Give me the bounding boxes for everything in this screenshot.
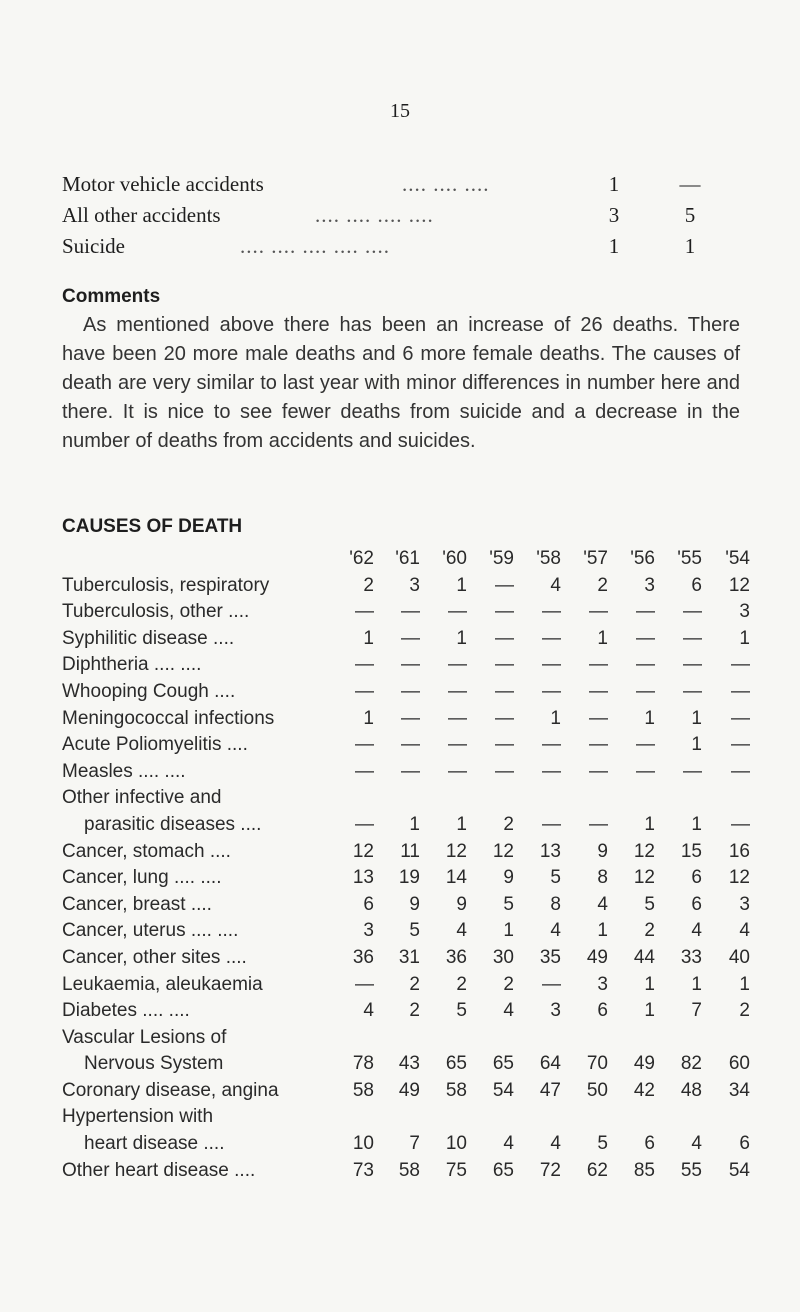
cause-line-2: parasitic diseases .... (84, 813, 262, 835)
table-cell: — (495, 601, 514, 623)
table-cell: — (542, 760, 561, 782)
cause-line-1: Tuberculosis, other .... (62, 601, 250, 623)
table-cell: 49 (633, 1053, 655, 1075)
table-cell: 55 (680, 1159, 702, 1181)
cause-line-1: Coronary disease, angina (62, 1079, 279, 1101)
table-cell: — (636, 654, 655, 676)
table-cell: 4 (550, 1133, 561, 1155)
table-cell: — (355, 680, 374, 702)
table-cell: — (495, 627, 514, 649)
table-cell: 65 (445, 1053, 467, 1075)
table-cell: — (636, 760, 655, 782)
table-cell: 54 (492, 1079, 514, 1101)
year-header: '55 (677, 548, 702, 569)
table-cell: 1 (691, 813, 702, 835)
table-cell: 1 (739, 973, 750, 995)
table-cell: 2 (456, 973, 467, 995)
table-cell: — (401, 627, 420, 649)
table-cell: — (495, 680, 514, 702)
table-row (62, 945, 752, 972)
accident-value-2: 1 (684, 234, 696, 258)
cause-line-1: Leukaemia, aleukaemia (62, 973, 263, 995)
year-header: '54 (725, 548, 750, 569)
table-row (62, 679, 752, 706)
accident-label: Suicide (62, 234, 125, 258)
leader-dots: .... .... .... .... (315, 203, 434, 227)
cause-name (62, 972, 362, 999)
accident-row (62, 234, 742, 265)
table-cell: 70 (586, 1053, 608, 1075)
table-cell: 10 (352, 1133, 374, 1155)
cause-name (62, 892, 362, 919)
table-cell: 4 (550, 574, 561, 596)
cause-name (62, 1078, 362, 1105)
cause-line-1: Cancer, other sites .... (62, 946, 247, 968)
table-cell: 12 (728, 867, 750, 889)
table-cell: 19 (398, 867, 420, 889)
table-cell: 13 (352, 867, 374, 889)
table-cell: — (683, 601, 702, 623)
cause-name (62, 573, 362, 600)
table-cell: — (495, 734, 514, 756)
cause-name (62, 1158, 362, 1185)
table-cell: 1 (691, 973, 702, 995)
cause-line-1: Whooping Cough .... (62, 680, 236, 702)
cause-line-1: Diabetes .... .... (62, 1000, 190, 1022)
cause-name (62, 918, 362, 945)
table-cell: — (355, 654, 374, 676)
table-cell: — (542, 627, 561, 649)
table-cell: 49 (586, 946, 608, 968)
table-cell: 1 (644, 707, 655, 729)
table-cell: — (448, 654, 467, 676)
table-row (62, 706, 752, 733)
table-cell: 50 (586, 1079, 608, 1101)
comments-heading: Comments (62, 286, 161, 307)
table-cell: 30 (492, 946, 514, 968)
cause-name (62, 865, 362, 892)
table-cell: — (542, 680, 561, 702)
table-cell: — (589, 760, 608, 782)
cause-name (62, 785, 362, 838)
table-cell: — (542, 973, 561, 995)
table-row (62, 865, 752, 892)
leader-dots: .... .... .... .... .... (240, 234, 390, 258)
table-cell: 58 (398, 1159, 420, 1181)
table-cell: 31 (398, 946, 420, 968)
table-cell: 4 (550, 920, 561, 942)
table-cell: 4 (456, 920, 467, 942)
table-cell: 8 (550, 893, 561, 915)
table-cell: 73 (352, 1159, 374, 1181)
table-cell: 6 (691, 574, 702, 596)
year-header: '58 (536, 548, 561, 569)
table-cell: 54 (728, 1159, 750, 1181)
table-cell: — (401, 680, 420, 702)
cause-name (62, 599, 362, 626)
table-cell: — (731, 813, 750, 835)
table-row (62, 1078, 752, 1105)
table-cell: — (448, 707, 467, 729)
table-cell: 2 (503, 813, 514, 835)
cause-line-1: Other infective and (62, 787, 222, 809)
table-cell: — (542, 601, 561, 623)
table-cell: 4 (691, 920, 702, 942)
table-cell: — (589, 813, 608, 835)
table-cell: 2 (363, 574, 374, 596)
table-cell: 5 (503, 893, 514, 915)
table-cell: 12 (633, 867, 655, 889)
causes-table (62, 546, 752, 1184)
table-cell: 9 (409, 893, 420, 915)
table-cell: 35 (539, 946, 561, 968)
table-cell: 42 (633, 1079, 655, 1101)
table-cell: — (495, 654, 514, 676)
table-cell: 9 (456, 893, 467, 915)
table-cell: 1 (644, 973, 655, 995)
accidents-list (62, 172, 742, 265)
table-cell: 3 (644, 574, 655, 596)
table-cell: — (542, 813, 561, 835)
cause-name (62, 679, 362, 706)
table-cell: — (495, 760, 514, 782)
table-cell: 4 (503, 1000, 514, 1022)
table-cell: 47 (539, 1079, 561, 1101)
cause-line-1: Cancer, breast .... (62, 893, 212, 915)
table-cell: 34 (728, 1079, 750, 1101)
table-cell: — (448, 680, 467, 702)
table-cell: 8 (597, 867, 608, 889)
table-cell: — (589, 680, 608, 702)
table-cell: 12 (728, 574, 750, 596)
table-cell: — (401, 734, 420, 756)
accident-row (62, 203, 742, 234)
table-cell: 43 (398, 1053, 420, 1075)
table-cell: 6 (363, 893, 374, 915)
table-cell: 6 (644, 1133, 655, 1155)
table-cell: 36 (352, 946, 374, 968)
table-cell: 5 (456, 1000, 467, 1022)
comments-section (62, 286, 740, 456)
table-cell: 65 (492, 1053, 514, 1075)
table-row (62, 892, 752, 919)
table-cell: 5 (597, 1133, 608, 1155)
table-cell: 9 (597, 840, 608, 862)
table-cell: 2 (739, 1000, 750, 1022)
cause-name (62, 626, 362, 653)
table-cell: 1 (363, 707, 374, 729)
accident-value-1: 1 (608, 172, 620, 196)
table-row (62, 1104, 752, 1157)
table-cell: — (683, 680, 702, 702)
table-cell: 1 (456, 813, 467, 835)
table-cell: 72 (539, 1159, 561, 1181)
table-cell: 11 (400, 840, 420, 862)
year-header: '62 (349, 548, 374, 569)
table-cell: 36 (445, 946, 467, 968)
cause-name (62, 998, 362, 1025)
cause-name (62, 1025, 362, 1078)
table-cell: 6 (691, 867, 702, 889)
cause-name (62, 706, 362, 733)
table-cell: 6 (597, 1000, 608, 1022)
table-cell: 7 (409, 1133, 420, 1155)
table-cell: 4 (597, 893, 608, 915)
table-cell: 12 (352, 840, 374, 862)
cause-name (62, 652, 362, 679)
table-cell: — (731, 680, 750, 702)
table-cell: 1 (644, 1000, 655, 1022)
table-row (62, 599, 752, 626)
year-header: '57 (583, 548, 608, 569)
cause-line-1: Diphtheria .... .... (62, 654, 202, 676)
table-cell: 13 (539, 840, 561, 862)
table-cell: 4 (739, 920, 750, 942)
table-cell: 4 (503, 1133, 514, 1155)
table-cell: — (355, 734, 374, 756)
table-cell: — (495, 707, 514, 729)
table-cell: — (448, 760, 467, 782)
table-cell: 2 (644, 920, 655, 942)
table-cell: 82 (680, 1053, 702, 1075)
table-cell: 7 (691, 1000, 702, 1022)
table-cell: 12 (492, 840, 514, 862)
table-cell: — (495, 574, 514, 596)
table-cell: — (589, 601, 608, 623)
table-cell: — (636, 627, 655, 649)
table-cell: 85 (633, 1159, 655, 1181)
table-cell: 12 (633, 840, 655, 862)
cause-line-1: Tuberculosis, respiratory (62, 574, 270, 596)
table-row (62, 759, 752, 786)
table-row (62, 839, 752, 866)
accident-row (62, 172, 742, 203)
table-cell: 1 (456, 627, 467, 649)
table-cell: 3 (739, 601, 750, 623)
table-cell: — (401, 760, 420, 782)
table-cell: 12 (445, 840, 467, 862)
table-cell: 3 (550, 1000, 561, 1022)
table-row (62, 732, 752, 759)
cause-name (62, 732, 362, 759)
cause-line-1: Vascular Lesions of (62, 1026, 227, 1048)
table-cell: 1 (597, 920, 608, 942)
table-cell: 16 (728, 840, 750, 862)
table-cell: — (636, 680, 655, 702)
table-cell: 1 (691, 734, 702, 756)
table-cell: — (731, 654, 750, 676)
cause-line-2: Nervous System (84, 1053, 224, 1075)
table-cell: — (683, 627, 702, 649)
table-cell: — (731, 734, 750, 756)
table-cell: 1 (597, 627, 608, 649)
table-cell: 64 (539, 1053, 561, 1075)
table-cell: — (589, 734, 608, 756)
cause-line-1: Syphilitic disease .... (62, 627, 235, 649)
year-header: '59 (489, 548, 514, 569)
cause-line-1: Hypertension with (62, 1106, 214, 1128)
table-cell: 1 (503, 920, 514, 942)
table-cell: 6 (739, 1133, 750, 1155)
cause-line-1: Acute Poliomyelitis .... (62, 734, 248, 756)
table-cell: 3 (363, 920, 374, 942)
leader-dots: .... .... .... (402, 172, 490, 196)
cause-name (62, 945, 362, 972)
page-number: 15 (390, 100, 410, 122)
table-cell: 1 (644, 813, 655, 835)
table-cell: — (636, 601, 655, 623)
table-cell: 5 (644, 893, 655, 915)
table-cell: 48 (680, 1079, 702, 1101)
year-header: '60 (442, 548, 467, 569)
table-cell: 6 (691, 893, 702, 915)
cause-line-2: heart disease .... (84, 1133, 225, 1155)
table-cell: 2 (409, 1000, 420, 1022)
accident-value-1: 3 (608, 203, 620, 227)
table-cell: 78 (352, 1053, 374, 1075)
table-cell: 2 (409, 973, 420, 995)
table-cell: 62 (586, 1159, 608, 1181)
table-cell: — (731, 707, 750, 729)
table-row (62, 998, 752, 1025)
table-cell: — (636, 734, 655, 756)
table-cell: — (448, 601, 467, 623)
year-header: '56 (630, 548, 655, 569)
table-cell: 9 (503, 867, 514, 889)
table-cell: — (448, 734, 467, 756)
table-cell: 4 (691, 1133, 702, 1155)
cause-line-1: Meningococcal infections (62, 707, 275, 729)
accident-label: All other accidents (62, 203, 221, 227)
table-cell: 14 (445, 867, 467, 889)
table-cell: — (589, 654, 608, 676)
cause-line-1: Measles .... .... (62, 760, 186, 782)
table-row (62, 972, 752, 999)
table-cell: — (401, 601, 420, 623)
table-cell: 60 (728, 1053, 750, 1075)
table-cell: — (683, 760, 702, 782)
table-cell: — (589, 707, 608, 729)
cause-line-1: Cancer, lung .... .... (62, 867, 222, 889)
table-cell: 1 (739, 627, 750, 649)
table-cell: 40 (728, 946, 750, 968)
table-cell: 1 (456, 574, 467, 596)
year-header-row (62, 546, 752, 573)
year-header: '61 (395, 548, 420, 569)
table-cell: 58 (352, 1079, 374, 1101)
cause-name (62, 759, 362, 786)
table-row (62, 626, 752, 653)
table-cell: 33 (680, 946, 702, 968)
table-row (62, 652, 752, 679)
table-cell: 58 (445, 1079, 467, 1101)
cause-line-1: Other heart disease .... (62, 1159, 256, 1181)
table-cell: — (401, 654, 420, 676)
table-cell: 4 (363, 1000, 374, 1022)
accident-value-1: 1 (608, 234, 620, 258)
table-cell: 44 (633, 946, 655, 968)
table-cell: — (355, 601, 374, 623)
accident-label: Motor vehicle accidents (62, 172, 264, 196)
table-cell: — (355, 973, 374, 995)
table-cell: 3 (739, 893, 750, 915)
table-row (62, 1158, 752, 1185)
table-cell: 1 (550, 707, 561, 729)
table-cell: 3 (597, 973, 608, 995)
table-cell: 49 (398, 1079, 420, 1101)
table-cell: 5 (409, 920, 420, 942)
table-cell: 1 (363, 627, 374, 649)
table-row (62, 573, 752, 600)
table-cell: 10 (445, 1133, 467, 1155)
table-cell: — (542, 734, 561, 756)
accident-value-2: — (679, 172, 701, 196)
table-cell: 2 (503, 973, 514, 995)
comments-text: As mentioned above there has been an increase of 26 deaths. There have been 20 more male deaths and 6 more female deaths. The causes of death are very similar to last year with minor differences in number here and there. It is nice to see fewer deaths from suicide and a decrease in the number of deaths from accidents and suicides. (62, 314, 740, 452)
cause-line-1: Cancer, uterus .... .... (62, 920, 239, 942)
table-cell: 15 (680, 840, 702, 862)
table-row (62, 785, 752, 838)
table-row (62, 1025, 752, 1078)
table-cell: 1 (409, 813, 420, 835)
table-cell: — (731, 760, 750, 782)
cause-name (62, 1104, 362, 1157)
table-cell: 1 (691, 707, 702, 729)
cause-line-1: Cancer, stomach .... (62, 840, 231, 862)
table-cell: — (683, 654, 702, 676)
table-cell: 75 (445, 1159, 467, 1181)
table-row (62, 918, 752, 945)
table-cell: 2 (597, 574, 608, 596)
table-cell: — (355, 813, 374, 835)
table-cell: — (355, 760, 374, 782)
causes-heading: CAUSES OF DEATH (62, 516, 243, 537)
cause-name (62, 839, 362, 866)
table-cell: 5 (550, 867, 561, 889)
accident-value-2: 5 (684, 203, 696, 227)
table-cell: — (542, 654, 561, 676)
table-cell: 65 (492, 1159, 514, 1181)
table-cell: 3 (409, 574, 420, 596)
table-cell: — (401, 707, 420, 729)
